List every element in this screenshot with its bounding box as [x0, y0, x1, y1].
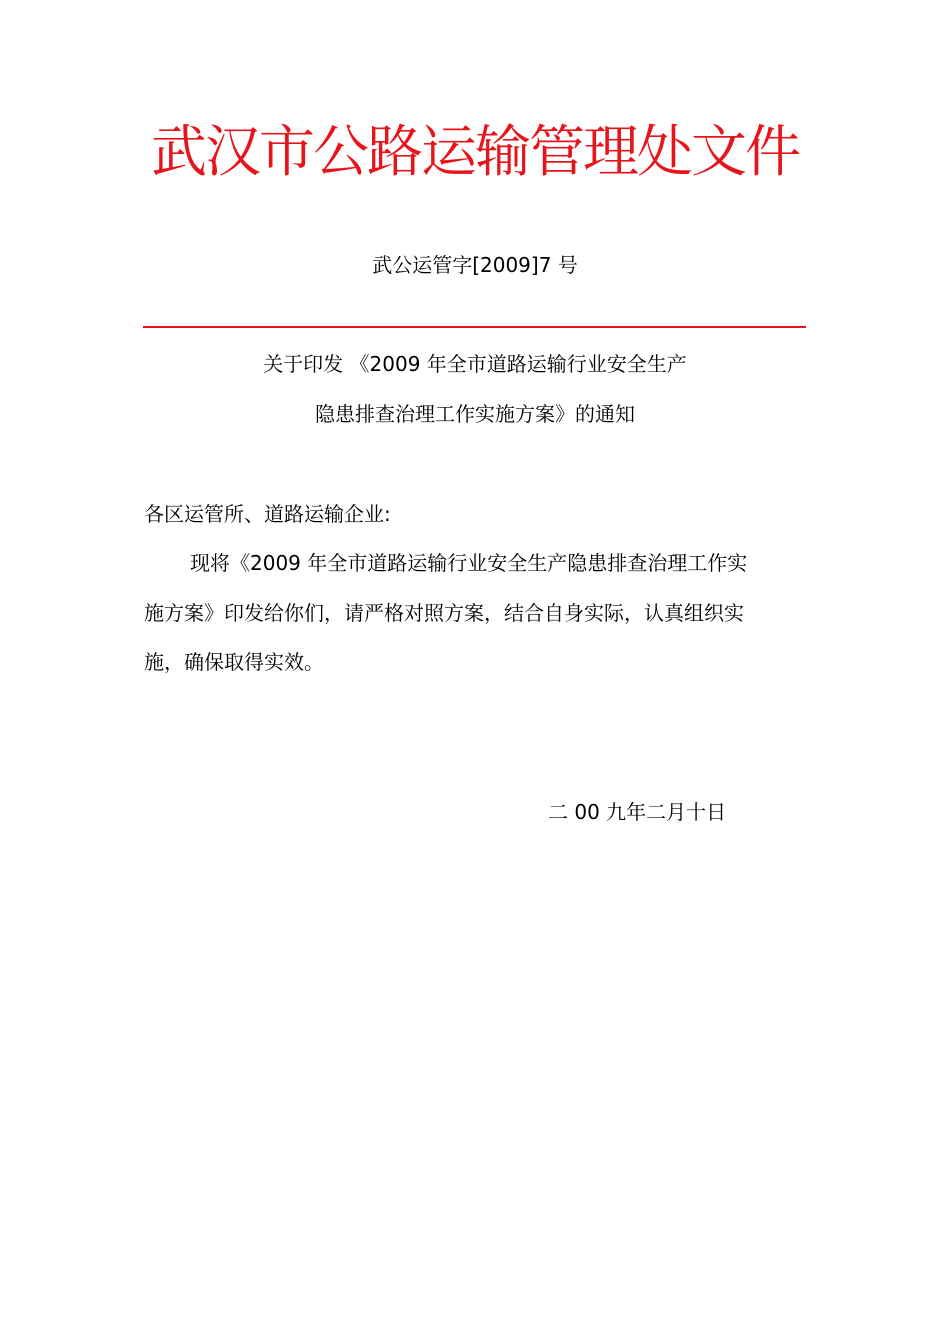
body-paragraph-line-3: 施，确保取得实效。	[144, 650, 324, 674]
document-number: 武公运管字[2009]7 号	[372, 253, 578, 277]
body-paragraph-line-1: 现将《2009 年全市道路运输行业安全生产隐患排查治理工作实	[190, 551, 748, 575]
issue-date: 二 00 九年二月十日	[548, 800, 727, 824]
masthead-title: 武汉市公路运输管理处文件	[151, 120, 799, 185]
body-paragraph-line-2: 施方案》印发给你们，请严格对照方案，结合自身实际，认真组织实	[144, 601, 744, 625]
notice-title-line-1: 关于印发 《2009 年全市道路运输行业安全生产	[263, 352, 687, 376]
notice-title-line-2: 隐患排查治理工作实施方案》的通知	[315, 402, 635, 426]
salutation: 各区运管所、道路运输企业:	[144, 502, 391, 526]
red-divider-line	[143, 326, 806, 328]
